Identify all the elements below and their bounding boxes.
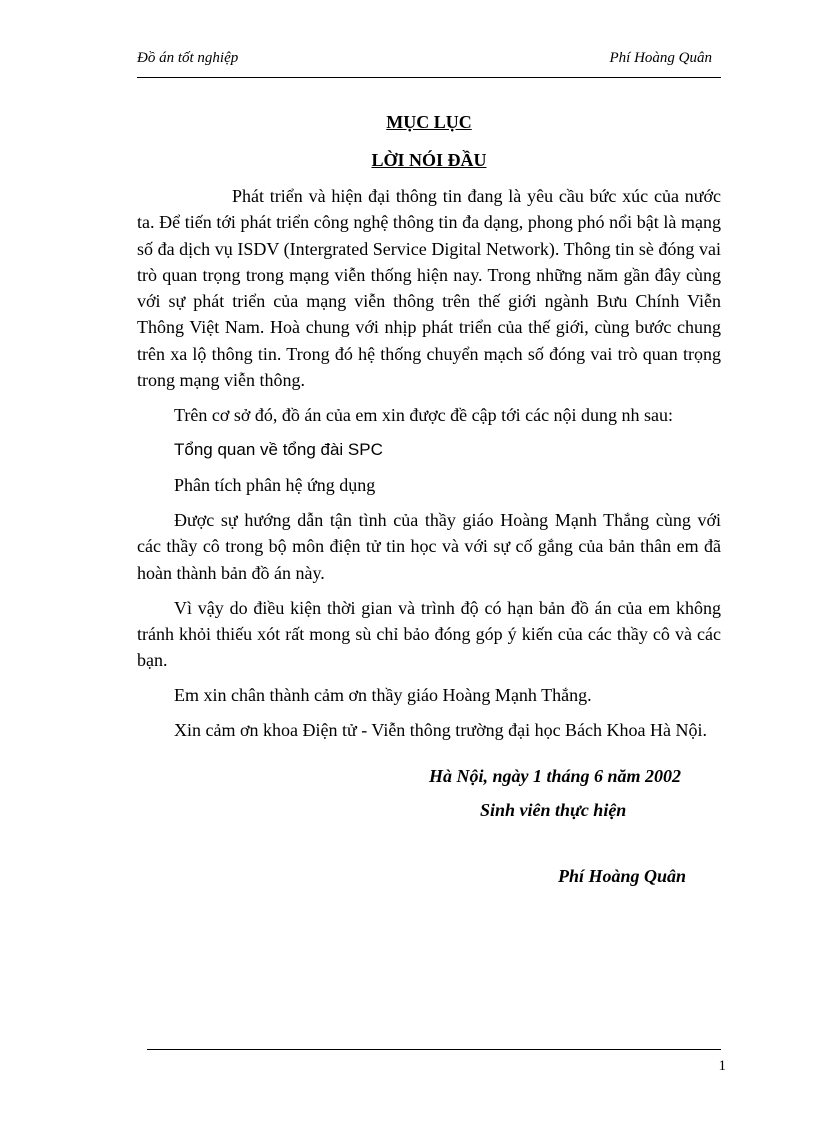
header-author: Phí Hoàng Quân xyxy=(609,50,712,66)
preface-body xyxy=(137,183,721,752)
header-divider xyxy=(137,77,721,78)
paragraph-contents-lead: Trên cơ sở đó, đồ án của em xin được đề cập tới các nội dung nh sau: xyxy=(174,405,674,426)
paragraph-topic-1: Tổng quan về tổng đài SPC xyxy=(174,440,383,460)
paragraph-apology: Vì vậy do điều kiện thời gian và trình độ có hạn bản đồ án của em không tránh khỏi thiếu xót rất mong sù chỉ bảo đóng góp ý kiến của các thầy cô và các bạn. xyxy=(137,597,721,671)
footer-divider xyxy=(147,1049,721,1050)
signature-name: Phí Hoàng Quân xyxy=(558,866,687,886)
header-doc-type: Đồ án tốt nghiệp xyxy=(137,50,239,66)
signature-role: Sinh viên thực hiện xyxy=(480,800,627,820)
toc-title: MỤC LỤC xyxy=(386,112,472,132)
paragraph-topic-2: Phân tích phân hệ ứng dụng xyxy=(174,475,376,496)
paragraph-intro: Phát triển và hiện đại thông tin đang là yêu cầu bức xúc của nước ta. Để tiến tới phát triển công nghệ thông tin đa dạng, phong phó nổi bật là mạng số đa dịch vụ ISDV (Intergrated Service Digital Network). Thông tin sè đóng vai trò quan trọng trong mạng viễn thống hiện nay. Trong những năm gần đây cùng với sự phát triển của mạng viễn thông trên thế giới ngành Bưu Chính Viễn Thông Việt Nam. Hoà chung với nhịp phát triển của thế giới, cùng bước chung trên xa lộ thông tin. Trong đó hệ thống chuyển mạch số đóng vai trò quan trọng trong mạng viễn thông. xyxy=(137,186,721,391)
paragraph-thanks-faculty: Xin cảm ơn khoa Điện tử - Viễn thông trường đại học Bách Khoa Hà Nội. xyxy=(174,720,708,741)
paragraph-acknowledgement: Được sự hướng dẫn tận tình của thầy giáo Hoàng Mạnh Thắng cùng với các thầy cô trong bộ môn điện tử tin học và với sự cố gắng của bản thân em đã hoàn thành bản đồ án này. xyxy=(137,510,721,583)
signature-date: Hà Nội, ngày 1 tháng 6 năm 2002 xyxy=(429,766,682,786)
preface-title: LỜI NÓI ĐẦU xyxy=(371,150,487,170)
page-number: 1 xyxy=(718,1058,726,1074)
paragraph-thanks-advisor: Em xin chân thành cảm ơn thầy giáo Hoàng Mạnh Thắng. xyxy=(174,685,592,706)
